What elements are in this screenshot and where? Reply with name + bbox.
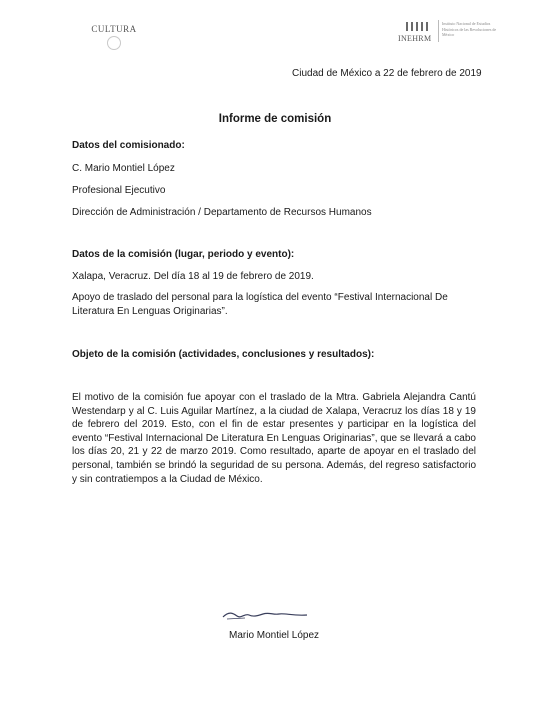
inehrm-logo-description: Instituto Nacional de Estudios Históricos de las Revoluciones de México bbox=[442, 21, 497, 37]
signatory-name: Mario Montiel López bbox=[229, 630, 320, 641]
commissioned-position: Profesional Ejecutivo bbox=[72, 185, 166, 196]
logo-divider bbox=[438, 20, 439, 42]
cultura-logo bbox=[88, 24, 140, 50]
commissioned-name: C. Mario Montiel López bbox=[72, 163, 175, 174]
commissioned-area: Dirección de Administración / Departamento de Recursos Humanos bbox=[72, 207, 372, 218]
inehrm-logo-text: INEHRM bbox=[398, 34, 432, 43]
signature-scribble bbox=[215, 605, 315, 623]
seal-icon bbox=[107, 36, 121, 50]
cultura-logo-text: CULTURA bbox=[91, 24, 137, 34]
commissioned-heading: Datos del comisionado: bbox=[72, 140, 185, 151]
commission-event: Apoyo de traslado del personal para la logística del evento “Festival Internacional De Literatura En Lenguas Originarias”. bbox=[72, 292, 448, 317]
objective-body: El motivo de la comisión fue apoyar con el traslado de la Mtra. Gabriela Alejandra Cantú Westendarp y al C. Luis Aguilar Martínez, a la ciudad de Xalapa, Veracruz los días 18 y 19 de febrero del 2019. Esto, con el fin de estar presentes y participar en la logística del evento “Festival Internacional De Literatura En Lenguas Originarias”, que se llevará a cabo los días 20, 21 y 22 de marzo 2019. Como resultado, aparte de apoyar en el traslado del personal, también se brindó la seguridad de su persona. Además, del regreso satisfactorio y sin contratiempos a la Ciudad de México. bbox=[72, 392, 476, 485]
objective-heading: Objeto de la comisión (actividades, conclusiones y resultados): bbox=[72, 349, 375, 360]
commission-place-period: Xalapa, Veracruz. Del día 18 al 19 de febrero de 2019. bbox=[72, 271, 314, 282]
columns-icon bbox=[406, 22, 432, 32]
document-title: Informe de comisión bbox=[218, 113, 332, 125]
document-date: Ciudad de México a 22 de febrero de 2019 bbox=[292, 68, 482, 79]
commission-heading: Datos de la comisión (lugar, periodo y evento): bbox=[72, 249, 295, 260]
